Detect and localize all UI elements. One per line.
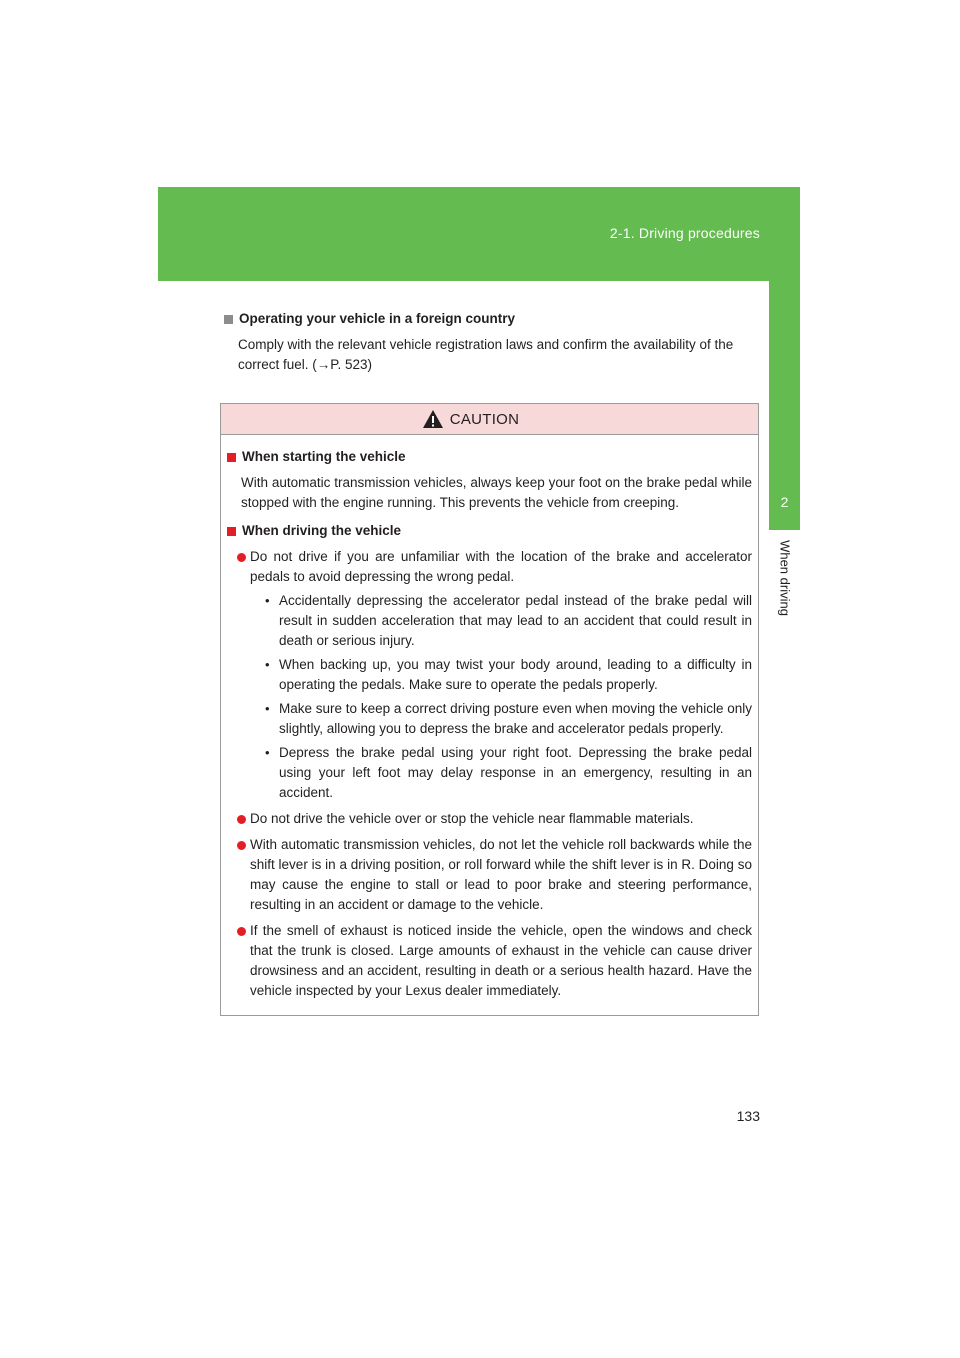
- caution-box: [220, 403, 759, 1016]
- list-item: [237, 921, 752, 1001]
- square-bullet-icon: [227, 527, 236, 536]
- sub-list-item: [265, 591, 752, 651]
- bullet-text: Do not drive the vehicle over or stop the vehicle near flammable materials.: [250, 811, 694, 826]
- caution-heading-driving: [227, 521, 752, 541]
- dot-bullet-icon: •: [265, 657, 270, 672]
- dot-bullet-icon: •: [265, 701, 270, 716]
- sub-item-text: Make sure to keep a correct driving posture even when moving the vehicle only slightly, allowing you to depress the brake and accelerator pedals properly.: [279, 701, 752, 736]
- circle-bullet-icon: [237, 841, 246, 850]
- sub-list-item: [265, 655, 752, 695]
- chapter-label: When driving: [777, 540, 793, 616]
- bullet-text: With automatic transmission vehicles, do not let the vehicle roll backwards while the shift lever is in a driving position, or roll forward while the shift lever is in R. Doing so may cause the engine to stall or lead to poor brake and steering performance, resulting in an accident or damage to the vehicle.: [250, 837, 752, 912]
- sub-item-text: Depress the brake pedal using your right foot. Depressing the brake pedal using your left foot may delay response in an emergency, resulting in an accident.: [279, 745, 752, 800]
- caution-header: [221, 404, 758, 435]
- intro-heading-row: [224, 309, 760, 329]
- caution-title: CAUTION: [449, 410, 520, 428]
- caution-body: [221, 435, 758, 1001]
- dot-bullet-icon: •: [265, 745, 270, 760]
- square-bullet-icon: [224, 315, 233, 324]
- page-number: 133: [736, 1108, 760, 1124]
- chapter-label-container: [770, 530, 800, 640]
- square-bullet-icon: [227, 453, 236, 462]
- sub-item-text: When backing up, you may twist your body around, leading to a difficulty in operating the pedals. Make sure to operate the pedals properly.: [279, 657, 752, 692]
- warning-triangle-icon: [422, 409, 444, 429]
- chapter-number: 2: [780, 494, 789, 510]
- intro-section: [224, 309, 760, 375]
- caution-heading-starting: [227, 447, 752, 467]
- list-item: [237, 809, 752, 829]
- circle-bullet-icon: [237, 815, 246, 824]
- bullet-text: Do not drive if you are unfamiliar with the location of the brake and accelerator pedals to avoid depressing the wrong pedal.: [250, 549, 752, 584]
- header-band: [158, 187, 800, 281]
- bullet-text: If the smell of exhaust is noticed inside the vehicle, open the windows and check that the trunk is closed. Large amounts of exhaust in the vehicle can cause driver drowsiness and an accident, resulting in death or a serious health hazard. Have the vehicle inspected by your Lexus dealer immediately.: [250, 923, 752, 998]
- intro-body: Comply with the relevant vehicle registration laws and confirm the availability of the correct fuel. (→P. 523): [238, 337, 734, 372]
- sub-list-item: [265, 699, 752, 739]
- section-title: 2-1. Driving procedures: [609, 225, 760, 241]
- circle-bullet-icon: [237, 553, 246, 562]
- circle-bullet-icon: [237, 927, 246, 936]
- dot-bullet-icon: •: [265, 593, 270, 608]
- sub-list-item: [265, 743, 752, 803]
- chapter-tab: [769, 281, 800, 530]
- sub-item-text: Accidentally depressing the accelerator pedal instead of the brake pedal will result in sudden acceleration that may lead to an accident that could result in death or serious injury.: [279, 593, 752, 648]
- section-body: With automatic transmission vehicles, always keep your foot on the brake pedal while stopped with the engine running. This prevents the vehicle from creeping.: [241, 475, 752, 510]
- section-heading: When starting the vehicle: [242, 449, 406, 464]
- intro-heading: Operating your vehicle in a foreign country: [239, 311, 516, 326]
- list-item: [237, 547, 752, 587]
- list-item: [237, 835, 752, 915]
- section-heading: When driving the vehicle: [242, 523, 402, 538]
